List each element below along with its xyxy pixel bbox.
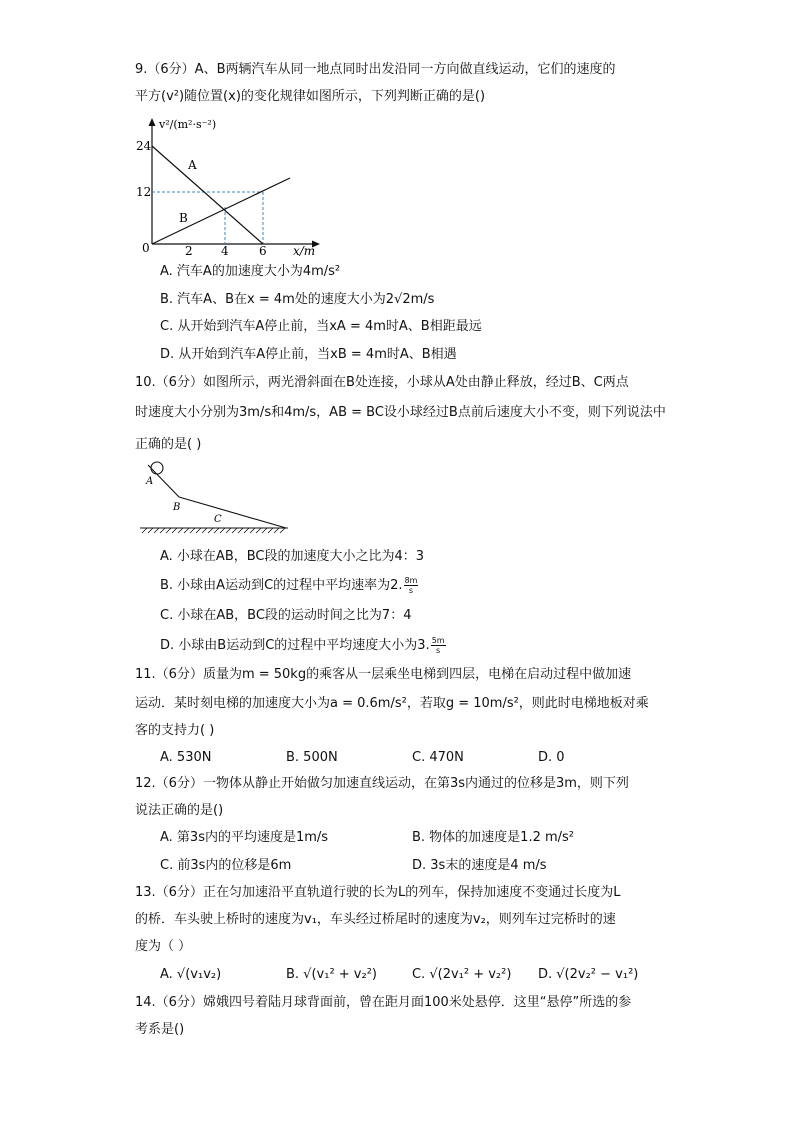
q10-option-d-text: D. 小球由B运动到C的过程中平均速度大小为3. (160, 638, 430, 653)
q9-option-c: C. 从开始到汽车A停止前，当xA = 4m时A、B相距最远 (160, 319, 482, 334)
incline-bc (179, 497, 286, 528)
line-B-label: B (179, 211, 188, 225)
q9-stem-line-2: 平方(v²)随位置(x)的变化规律如图所示，下列判断正确的是() (135, 89, 486, 104)
q10-option-b-fraction: $\frac{8m}{s}$ (404, 576, 418, 595)
y-tick-24: 24 (136, 139, 152, 153)
point-c-label: C (214, 514, 222, 525)
line-B (152, 178, 290, 244)
q10-option-d (160, 636, 447, 656)
q10-option-c: C. 小球在AB，BC段的运动时间之比为7：4 (160, 608, 412, 623)
q12-option-a: A. 第3s内的平均速度是1m/s (160, 830, 329, 845)
q11-option-a: A. 530N (160, 750, 212, 765)
q10-option-a: A. 小球在AB，BC段的加速度大小之比为4：3 (160, 549, 425, 564)
q9-option-d: D. 从开始到汽车A停止前，当xB = 4m时A、B相遇 (160, 347, 457, 362)
q11-stem-line-3: 客的支持力( ) (135, 723, 215, 738)
point-a-label: A (146, 476, 154, 487)
q9-stem-line-1: 9.（6分）A、B两辆汽车从同一地点同时出发沿同一方向做直线运动，它们的速度的 (135, 62, 616, 77)
q14-stem-line-2: 考系是() (135, 1022, 185, 1037)
q13-stem-line-1: 13.（6分）正在匀加速沿平直轨道行驶的长为L的列车，保持加速度不变通过长度为L (135, 885, 621, 900)
q10-stem-line-3: 正确的是( ) (135, 437, 202, 452)
q13-option-b: B. √(v₁² + v₂²) (286, 967, 377, 982)
q10-incline-figure (134, 460, 294, 538)
x-tick-2: 2 (185, 244, 193, 258)
q13-option-c: C. √(2v₁² + v₂²) (412, 967, 512, 982)
q12-option-c: C. 前3s内的位移是6m (160, 858, 292, 873)
q12-stem-line-1: 12.（6分）一物体从静止开始做匀加速直线运动，在第3s内通过的位移是3m，则下列 (135, 776, 629, 791)
q11-option-d: D. 0 (538, 750, 565, 765)
q13-option-d: D. √(2v₂² − v₁²) (538, 967, 639, 982)
q12-option-d: D. 3s末的速度是4 m/s (412, 858, 547, 873)
q9-option-a: A. 汽车A的加速度大小为4m/s² (160, 264, 341, 279)
line-A (152, 146, 263, 244)
q12-stem-line-2: 说法正确的是() (135, 803, 224, 818)
ball (151, 462, 163, 474)
y-axis-label: v²/(m²·s⁻²) (159, 118, 217, 131)
y-tick-12: 12 (136, 185, 152, 199)
q14-stem-line-1: 14.（6分）嫦娥四号着陆月球背面前，曾在距月面100米处悬停．这里“悬停”所选的参 (135, 995, 632, 1010)
q11-stem-line-1: 11.（6分）质量为m = 50kg的乘客从一层乘坐电梯到四层，电梯在启动过程中做加速 (135, 667, 632, 682)
point-b-label: B (173, 502, 181, 513)
q11-stem-line-2: 运动．某时刻电梯的加速度大小为a = 0.6m/s²，若取g = 10m/s²，则此时电梯地板对乘 (135, 696, 649, 711)
q13-stem-line-2: 的桥．车头驶上桥时的速度为v₁，车头经过桥尾时的速度为v₂，则列车过完桥时的速 (135, 912, 616, 927)
x-tick-6: 6 (259, 244, 267, 258)
y-axis-arrow (149, 118, 156, 126)
q9-option-b: B. 汽车A、B在x = 4m处的速度大小为2√2m/s (160, 292, 435, 307)
x-axis-label: x/m (293, 244, 316, 258)
q11-option-c: C. 470N (412, 750, 464, 765)
ground-hatching (142, 528, 285, 533)
q12-option-b: B. 物体的加速度是1.2 m/s² (412, 830, 575, 845)
q13-stem-line-3: 度为（ ） (135, 939, 192, 954)
q13-option-a: A. √(v₁v₂) (160, 967, 222, 982)
q10-stem-line-1: 10.（6分）如图所示，两光滑斜面在B处连接，小球从A处由静止释放，经过B、C两点 (135, 375, 629, 390)
q10-stem-line-2: 时速度大小分别为3m/s和4m/s，AB = BC设小球经过B点前后速度大小不变，则下列说法中 (135, 405, 666, 420)
q10-option-b-text: B. 小球由A运动到C的过程中平均速率为2. (160, 578, 403, 593)
q11-option-b: B. 500N (286, 750, 338, 765)
q10-option-d-fraction: $\frac{5m}{s}$ (431, 636, 445, 655)
q9-velocity-squared-graph (132, 112, 332, 262)
y-tick-0: 0 (142, 241, 150, 255)
x-tick-4: 4 (221, 244, 229, 258)
q10-option-b (160, 576, 419, 596)
line-A-label: A (188, 158, 197, 172)
